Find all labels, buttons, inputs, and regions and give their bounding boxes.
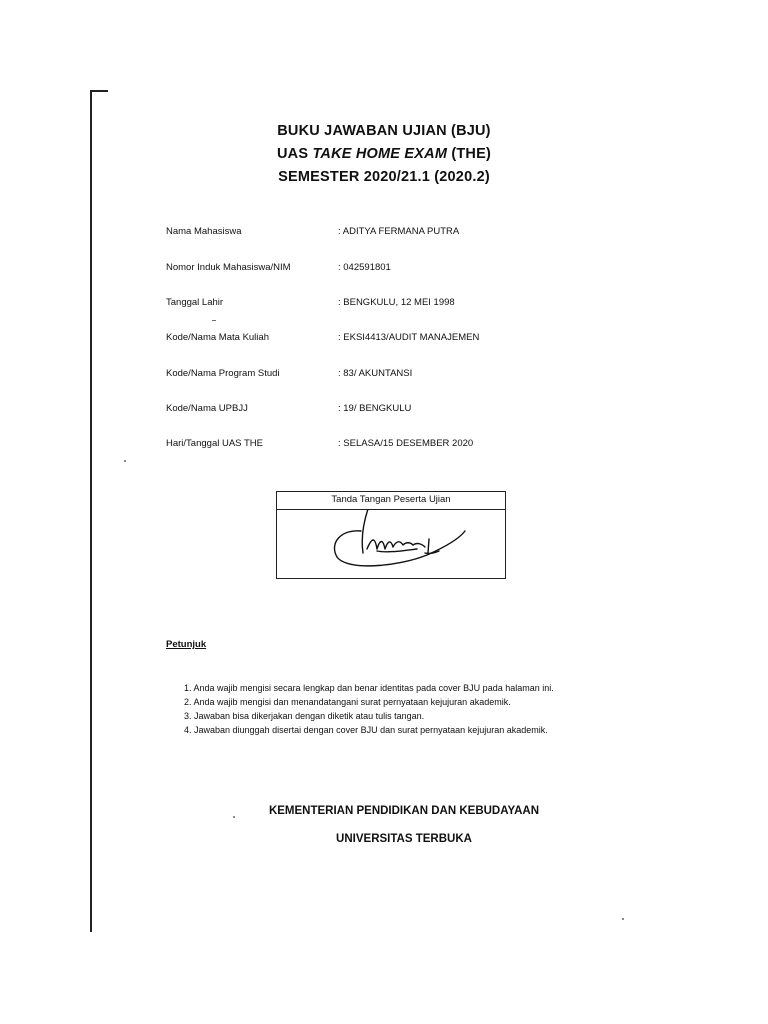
identity-label: Kode/Nama UPBJJ [166, 403, 248, 414]
subtitle-prefix: UAS [277, 146, 313, 162]
handwritten-signature [277, 509, 505, 577]
scan-speck [233, 816, 235, 818]
identity-row-program-studi [166, 368, 566, 382]
instruction-item: 1. Anda wajib mengisi secara lengkap dan benar identitas pada cover BJU pada halaman ini. [184, 683, 554, 693]
scan-speck [212, 320, 216, 321]
instruction-item: 2. Anda wajib mengisi dan menandatangani surat pernyataan kejujuran akademik. [184, 697, 511, 707]
identity-label: Tanggal Lahir [166, 297, 224, 308]
identity-value: : 83/ AKUNTANSI [338, 368, 413, 379]
identity-row-nim [166, 262, 566, 276]
identity-row-tanggal-lahir [166, 297, 566, 311]
identity-value: : ADITYA FERMANA PUTRA [338, 226, 460, 237]
ministry-name: KEMENTERIAN PENDIDIKAN DAN KEBUDAYAAN [268, 805, 540, 817]
identity-row-upbjj [166, 403, 566, 417]
identity-value: : BENGKULU, 12 MEI 1998 [338, 297, 455, 308]
identity-label: Nomor Induk Mahasiswa/NIM [166, 262, 291, 273]
document-title: BUKU JAWABAN UJIAN (BJU) [277, 123, 491, 139]
identity-label: Kode/Nama Mata Kuliah [166, 332, 269, 343]
identity-row-hari-tanggal [166, 438, 566, 452]
document-subtitle [0, 146, 768, 162]
identity-value: : 19/ BENGKULU [338, 403, 412, 414]
signature-box-header: Tanda Tangan Peserta Ujian [277, 492, 505, 510]
identity-value: : SELASA/15 DESEMBER 2020 [338, 438, 474, 449]
scan-speck [622, 918, 624, 920]
instructions-heading: Petunjuk [166, 639, 207, 650]
scan-page-corner [90, 90, 108, 92]
semester-title: SEMESTER 2020/21.1 (2020.2) [278, 169, 490, 185]
identity-label: Kode/Nama Program Studi [166, 368, 280, 379]
identity-label: Nama Mahasiswa [166, 226, 242, 237]
identity-row-nama [166, 226, 566, 240]
subtitle-suffix: (THE) [447, 146, 491, 162]
identity-value: : EKSI4413/AUDIT MANAJEMEN [338, 332, 480, 343]
instruction-item: 4. Jawaban diunggah disertai dengan cover BJU dan surat pernyataan kejujuran akademik. [184, 725, 548, 735]
university-name: UNIVERSITAS TERBUKA [336, 833, 472, 845]
identity-label: Hari/Tanggal UAS THE [166, 438, 263, 449]
scan-speck [124, 460, 126, 462]
identity-row-mata-kuliah [166, 332, 566, 346]
subtitle-italic: TAKE HOME EXAM [312, 146, 448, 162]
signature-box [276, 491, 506, 579]
identity-value: : 042591801 [338, 262, 391, 273]
instruction-item: 3. Jawaban bisa dikerjakan dengan diketik atau tulis tangan. [184, 711, 425, 721]
